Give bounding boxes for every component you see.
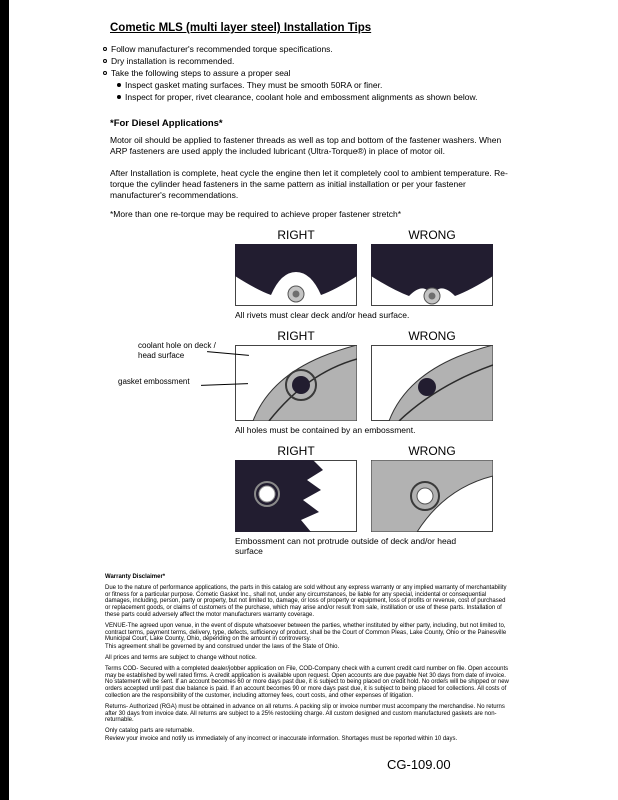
open-bullet-icon (103, 71, 107, 75)
figure-hole-embossment (235, 329, 495, 435)
disclaimer-paragraph: Only catalog parts are returnable. (105, 728, 195, 735)
disclaimer-paragraph: Returns- Authorized (RGA) must be obtained in advance on all returns. A packing slip or invoice number must accompany the merchandise. No returns after 30 days from invoice date. All returns are subject to a 25% restocking charge. All custom designed and custom manufactured gaskets are non-returnable. (105, 703, 505, 724)
list-item (103, 56, 533, 67)
left-edge-bar (0, 0, 9, 800)
page-title: Cometic MLS (multi layer steel) Installation Tips (110, 22, 372, 34)
diesel-applications-heading: *For Diesel Applications* (110, 118, 223, 129)
wrong-label: WRONG (408, 329, 456, 343)
diesel-paragraph-2: After Installation is complete, heat cycle the engine then let it completely cool to ambient temperature. Re-torque the cylinder head fasteners in the same pattern as initial installation or per your fastener manufacturer's recommendations. (110, 168, 508, 200)
retorque-note: *More than one re-torque may be required to achieve proper fastener stretch* (110, 209, 402, 219)
disclaimer-paragraph: VENUE-The agreed upon venue, in the event of dispute whatsoever between the parties, whether instituted by either party, including, but not limited to, contract terms, payment terms, delivery, type, defects, sufficiency of product, shall be the Court of Common Pleas, Lake County, Ohio or the Painesville Municipal Court, Lake County, Ohio, depending on the amount in controversy. (105, 622, 507, 643)
embossment-right-image (235, 345, 357, 421)
filled-bullet-icon (117, 95, 121, 99)
list-item (117, 80, 533, 91)
warranty-disclaimer (105, 574, 511, 747)
figure-caption: All rivets must clear deck and/or head surface. (235, 310, 410, 320)
page-number: CG-109.00 (387, 757, 451, 772)
disclaimer-paragraph: This agreement shall be governed by and construed under the laws of the State of Ohio. (105, 644, 340, 651)
list-item (103, 68, 533, 79)
wrong-label: WRONG (408, 444, 456, 458)
protrusion-wrong-image (371, 460, 493, 532)
disclaimer-paragraph: Review your invoice and notify us immediately of any incorrect or inaccurate information. Shortages must be reported within 10 days. (105, 735, 458, 742)
list-item (103, 44, 533, 55)
right-label: RIGHT (277, 444, 315, 458)
figure-caption: All holes must be contained by an embossment. (235, 425, 416, 435)
protrusion-right-image (235, 460, 357, 532)
open-bullet-icon (103, 47, 107, 51)
wrong-label: WRONG (408, 228, 456, 242)
filled-bullet-icon (117, 83, 121, 87)
rivet-wrong-image (371, 244, 493, 306)
right-label: RIGHT (277, 329, 315, 343)
warranty-disclaimer-heading: Warranty Disclaimer* (105, 574, 166, 580)
diesel-paragraph-1: Motor oil should be applied to fastener threads as well as top and bottom of the fastener washers. When ARP fasteners are used apply the included lubricant (Ultra-Torque®) in place of motor oil. (110, 135, 502, 156)
coolant-hole-callout-label: coolant hole on deck / head surface (138, 341, 216, 360)
figure-embossment-protrusion (235, 444, 495, 556)
figure-rivet-clearance (235, 228, 495, 320)
disclaimer-paragraph: All prices and terms are subject to change without notice. (105, 654, 257, 661)
gasket-embossment-callout-label: gasket embossment (118, 377, 190, 386)
tip-text: Take the following steps to assure a proper seal (111, 68, 291, 78)
rivet-right-image (235, 244, 357, 306)
open-bullet-icon (103, 59, 107, 63)
right-label: RIGHT (277, 228, 315, 242)
figure-column (235, 228, 495, 565)
figure-caption: Embossment can not protrude outside of deck and/or head surface (235, 536, 457, 556)
tip-text: Follow manufacturer's recommended torque specifications. (111, 44, 333, 54)
disclaimer-paragraph: Terms COD- Secured with a completed dealer/jobber application on File, COD-Company check with a current credit card number on file. Open accounts may be established by well rated firms. A credit application is available upon request. Open accounts are due payable Net 30 days from date of invoice. No statement will be sent. If an account becomes 60 or more days past due, it is subject to being placed on credit hold. No orders will be shipped or new orders accepted until past due balance is paid. If an account becomes 90 or more days past due, it is subject to being placed for collections. All costs of collection are the responsibility of the customer, including attorney fees, court costs, and other expenses of litigation. (105, 665, 509, 699)
tip-text: Dry installation is recommended. (111, 56, 235, 66)
embossment-wrong-image (371, 345, 493, 421)
list-item (117, 92, 533, 103)
tip-text: Inspect gasket mating surfaces. They must be smooth 50RA or finer. (125, 80, 383, 90)
tip-text: Inspect for proper, rivet clearance, coolant hole and embossment alignments as shown below. (125, 92, 478, 102)
tips-sublist (117, 80, 533, 103)
disclaimer-paragraph: Due to the nature of performance applications, the parts in this catalog are sold without any express warranty or any implied warranty of merchantability or fitness for a particular purpose. Cometic Gasket Inc., shall not, under any circumstances, be liable for any special, incidental or consequential damages, including, person, party or property, but not limited to, damage, or loss of property or equipment, loss of profits or revenue, cost of purchased or replacement goods, or claims of customers of the purchase, which may arise and/or result from sale, instillation or use of these parts. Installation of these parts could adversely affect the motor manufacturers warranty coverage. (105, 584, 507, 618)
tips-list (103, 44, 533, 104)
